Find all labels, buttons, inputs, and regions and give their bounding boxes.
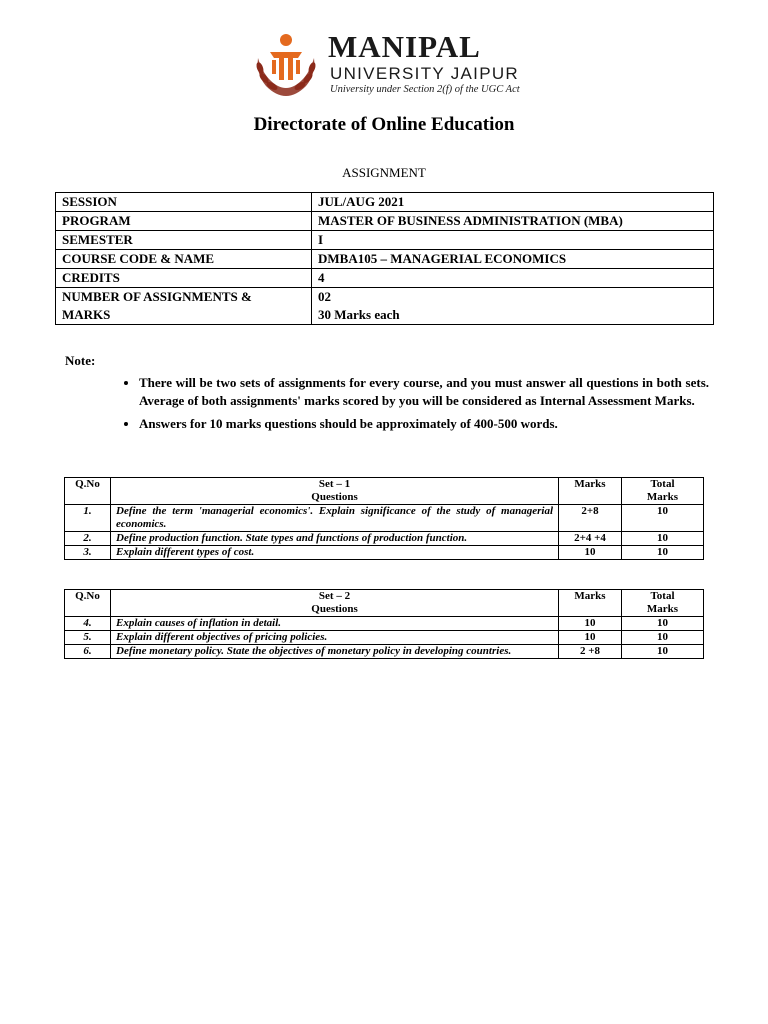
question-marks: 10 [559, 617, 622, 631]
info-label [56, 288, 312, 325]
question-total: 10 [622, 631, 704, 645]
table-row [65, 617, 704, 631]
question-number: 1. [65, 505, 111, 532]
info-label: PROGRAM [56, 212, 312, 231]
info-value-line1: 02 [318, 289, 331, 304]
question-text: Define the term 'managerial economics'. Explain significance of the study of managerial economics. [111, 505, 559, 532]
question-total: 10 [622, 617, 704, 631]
brand-name: MANIPAL [328, 29, 481, 64]
question-number: 5. [65, 631, 111, 645]
brand-tagline: University under Section 2(f) of the UGC Act [330, 84, 520, 95]
marks-label: Marks [646, 603, 679, 615]
set-title: Set – 1 [318, 478, 351, 490]
set-2-table [64, 589, 704, 659]
question-number: 3. [65, 546, 111, 560]
marks-header: Marks [559, 478, 622, 505]
question-number: 2. [65, 532, 111, 546]
table-row [65, 631, 704, 645]
info-value: 4 [312, 269, 714, 288]
question-marks: 10 [559, 546, 622, 560]
assignment-info-table [55, 192, 714, 325]
info-row [56, 231, 714, 250]
marks-label: Marks [646, 491, 679, 503]
question-total: 10 [622, 546, 704, 560]
assignment-label: ASSIGNMENT [342, 165, 426, 180]
question-total: 10 [622, 532, 704, 546]
table-header-row [65, 478, 704, 505]
brand-subname: UNIVERSITY JAIPUR [330, 64, 519, 83]
question-number: 6. [65, 645, 111, 659]
info-value: MASTER OF BUSINESS ADMINISTRATION (MBA) [312, 212, 714, 231]
question-total: 10 [622, 645, 704, 659]
info-value-line2: 30 Marks each [318, 307, 400, 322]
set-1-table [64, 477, 704, 560]
question-total: 10 [622, 505, 704, 532]
question-marks: 10 [559, 631, 622, 645]
question-number: 4. [65, 617, 111, 631]
page-title: Directorate of Online Education [253, 114, 515, 135]
note-item: • Answers for 10 marks questions should be approximately of 400-500 words. [139, 415, 709, 433]
qno-header: Q.No [65, 478, 111, 505]
note-item: • There will be two sets of assignments for every course, and you must answer all questions in both sets. Average of both assignments' marks scored by you will be considered as Internal Assessment Marks. [139, 374, 709, 410]
university-seal-icon [248, 28, 324, 104]
university-logo [248, 28, 528, 100]
marks-header: Marks [559, 590, 622, 617]
table-row [65, 546, 704, 560]
info-value: JUL/AUG 2021 [312, 193, 714, 212]
info-label-line2: MARKS [62, 307, 111, 322]
note-label: Note: [65, 353, 96, 368]
table-row [65, 645, 704, 659]
total-marks-header [622, 478, 704, 505]
qno-header: Q.No [65, 590, 111, 617]
question-text: Define production function. State types and functions of production function. [111, 532, 559, 546]
question-text: Explain causes of inflation in detail. [111, 617, 559, 631]
questions-label: Questions [311, 491, 358, 503]
question-marks: 2 +8 [559, 645, 622, 659]
questions-label: Questions [311, 603, 358, 615]
info-label: SEMESTER [56, 231, 312, 250]
questions-header [111, 478, 559, 505]
total-marks-header [622, 590, 704, 617]
total-label: Total [650, 478, 675, 490]
info-row [56, 193, 714, 212]
info-value: I [312, 231, 714, 250]
question-marks: 2+8 [559, 505, 622, 532]
info-row [56, 269, 714, 288]
table-header-row [65, 590, 704, 617]
question-text: Explain different types of cost. [111, 546, 559, 560]
info-row [56, 212, 714, 231]
info-label-line1: NUMBER OF ASSIGNMENTS & [62, 289, 252, 304]
set-title: Set – 2 [318, 590, 351, 602]
notes-list [115, 374, 709, 438]
table-row [65, 532, 704, 546]
table-row [65, 505, 704, 532]
question-text: Explain different objectives of pricing policies. [111, 631, 559, 645]
question-text: Define monetary policy. State the objectives of monetary policy in developing countries. [111, 645, 559, 659]
total-label: Total [650, 590, 675, 602]
info-value: DMBA105 – MANAGERIAL ECONOMICS [312, 250, 714, 269]
info-label: SESSION [56, 193, 312, 212]
info-label: COURSE CODE & NAME [56, 250, 312, 269]
question-marks: 2+4 +4 [559, 532, 622, 546]
info-row [56, 288, 714, 325]
info-value [312, 288, 714, 325]
info-label: CREDITS [56, 269, 312, 288]
info-row [56, 250, 714, 269]
questions-header [111, 590, 559, 617]
